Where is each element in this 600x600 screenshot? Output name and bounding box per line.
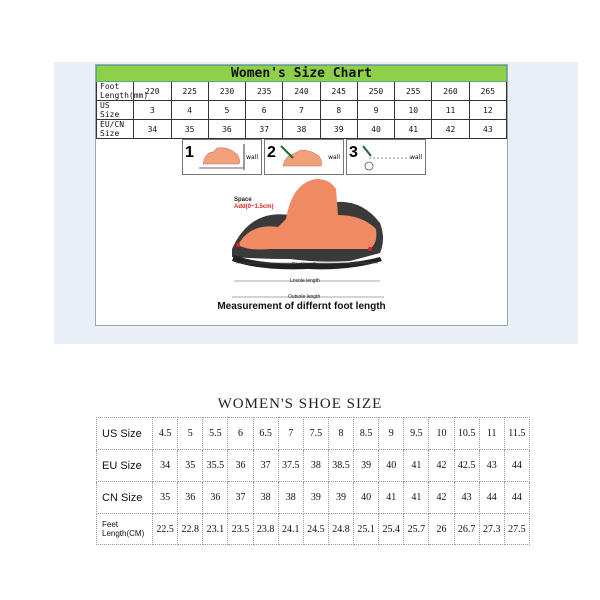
table-cell: 42 bbox=[429, 450, 454, 482]
table-cell: 43 bbox=[454, 482, 479, 514]
womens-shoe-size-title: WOMEN'S SHOE SIZE bbox=[217, 396, 383, 412]
table-cell: 43 bbox=[469, 120, 506, 139]
table-cell: 8.5 bbox=[354, 418, 379, 450]
table-cell: 39 bbox=[320, 120, 357, 139]
table-cell: 3 bbox=[134, 101, 171, 120]
wall-label: wall bbox=[328, 154, 340, 161]
foot-mark-icon bbox=[279, 142, 327, 172]
table-cell: 35 bbox=[178, 450, 203, 482]
table-cell: 41 bbox=[404, 450, 429, 482]
table-cell: 24.8 bbox=[328, 514, 353, 545]
table-cell: 37.5 bbox=[278, 450, 303, 482]
table-cell: 42 bbox=[429, 482, 454, 514]
table-cell: 11 bbox=[479, 418, 504, 450]
table-cell: 6 bbox=[228, 418, 253, 450]
table-cell: 265 bbox=[469, 82, 506, 101]
row-label: Feet Length(CM) bbox=[97, 514, 153, 545]
size-chart-table bbox=[96, 65, 507, 139]
table-cell: 41 bbox=[379, 482, 404, 514]
table-cell: 4.5 bbox=[153, 418, 178, 450]
space-value: Add(0~1.5cm) bbox=[234, 204, 274, 210]
table-cell: 9.5 bbox=[404, 418, 429, 450]
row-label: US Size bbox=[97, 101, 134, 120]
shoe-size-row bbox=[97, 418, 530, 450]
table-cell: 7.5 bbox=[303, 418, 328, 450]
table-cell: 40 bbox=[379, 450, 404, 482]
table-cell: 38 bbox=[278, 482, 303, 514]
table-cell: 36 bbox=[208, 120, 245, 139]
foot-on-paper-icon bbox=[197, 142, 245, 172]
row-label: EU/CN Size bbox=[97, 120, 134, 139]
step-3 bbox=[346, 139, 426, 175]
table-cell: 24.1 bbox=[278, 514, 303, 545]
row-label: CN Size bbox=[97, 482, 153, 514]
table-cell: 235 bbox=[246, 82, 283, 101]
size-chart-row bbox=[97, 120, 507, 139]
table-cell: 41 bbox=[404, 482, 429, 514]
measurement-steps bbox=[182, 139, 422, 175]
table-cell: 39 bbox=[328, 482, 353, 514]
table-cell: 25.1 bbox=[354, 514, 379, 545]
table-cell: 240 bbox=[283, 82, 320, 101]
table-cell: 6 bbox=[246, 101, 283, 120]
size-chart-row bbox=[97, 82, 507, 101]
table-cell: 9 bbox=[357, 101, 394, 120]
table-cell: 5 bbox=[178, 418, 203, 450]
table-cell: 245 bbox=[320, 82, 357, 101]
row-label: EU Size bbox=[97, 450, 153, 482]
table-cell: 39 bbox=[303, 482, 328, 514]
row-label: Foot Length(mm) bbox=[97, 82, 134, 101]
table-cell: 36 bbox=[203, 482, 228, 514]
outsole-length-label: Outsole length bbox=[288, 294, 321, 300]
table-cell: 38 bbox=[253, 482, 278, 514]
table-cell: 230 bbox=[208, 82, 245, 101]
table-cell: 38 bbox=[303, 450, 328, 482]
table-cell: 11 bbox=[432, 101, 469, 120]
table-cell: 8 bbox=[320, 101, 357, 120]
shoe-size-row bbox=[97, 482, 530, 514]
table-cell: 10.5 bbox=[454, 418, 479, 450]
table-cell: 23.1 bbox=[203, 514, 228, 545]
ruler-measure-icon bbox=[361, 142, 413, 172]
wall-label: wall bbox=[246, 154, 258, 161]
table-cell: 38.5 bbox=[328, 450, 353, 482]
table-cell: 23.8 bbox=[253, 514, 278, 545]
womens-size-chart bbox=[95, 64, 508, 326]
table-cell: 37 bbox=[228, 482, 253, 514]
table-cell: 9 bbox=[379, 418, 404, 450]
table-cell: 10 bbox=[429, 418, 454, 450]
table-cell: 44 bbox=[479, 482, 504, 514]
table-cell: 40 bbox=[354, 482, 379, 514]
table-cell: 25.4 bbox=[379, 514, 404, 545]
table-cell: 255 bbox=[395, 82, 432, 101]
step-1 bbox=[182, 139, 262, 175]
table-cell: 5 bbox=[208, 101, 245, 120]
table-cell: 34 bbox=[134, 120, 171, 139]
table-cell: 10 bbox=[395, 101, 432, 120]
table-cell: 11.5 bbox=[504, 418, 529, 450]
foot-length-label: Foot length bbox=[292, 262, 318, 268]
table-cell: 225 bbox=[171, 82, 208, 101]
table-cell: 260 bbox=[432, 82, 469, 101]
table-cell: 26.7 bbox=[454, 514, 479, 545]
table-cell: 22.8 bbox=[178, 514, 203, 545]
table-cell: 6.5 bbox=[253, 418, 278, 450]
table-cell: 35.5 bbox=[203, 450, 228, 482]
insole-length-label: Lnsole length bbox=[290, 278, 320, 284]
table-cell: 27.3 bbox=[479, 514, 504, 545]
table-cell: 7 bbox=[283, 101, 320, 120]
step-number: 1 bbox=[185, 144, 194, 161]
table-cell: 44 bbox=[504, 450, 529, 482]
size-chart-title: Women's Size Chart bbox=[97, 66, 507, 82]
table-cell: 24.5 bbox=[303, 514, 328, 545]
table-cell: 39 bbox=[354, 450, 379, 482]
step-2 bbox=[264, 139, 344, 175]
table-cell: 250 bbox=[357, 82, 394, 101]
table-cell: 36 bbox=[178, 482, 203, 514]
step-number: 3 bbox=[349, 144, 358, 161]
table-cell: 5.5 bbox=[203, 418, 228, 450]
table-cell: 41 bbox=[395, 120, 432, 139]
table-cell: 43 bbox=[479, 450, 504, 482]
step-number: 2 bbox=[267, 144, 276, 161]
table-cell: 44 bbox=[504, 482, 529, 514]
table-cell: 25.7 bbox=[404, 514, 429, 545]
shoe-size-row bbox=[97, 450, 530, 482]
table-cell: 40 bbox=[357, 120, 394, 139]
table-cell: 42.5 bbox=[454, 450, 479, 482]
table-cell: 35 bbox=[171, 120, 208, 139]
table-cell: 4 bbox=[171, 101, 208, 120]
row-label: US Size bbox=[97, 418, 153, 450]
table-cell: 7 bbox=[278, 418, 303, 450]
table-cell: 42 bbox=[432, 120, 469, 139]
table-cell: 12 bbox=[469, 101, 506, 120]
table-cell: 220 bbox=[134, 82, 171, 101]
measurement-caption: Measurement of differnt foot length bbox=[217, 301, 386, 312]
shoe-size-table bbox=[96, 417, 530, 545]
table-cell: 26 bbox=[429, 514, 454, 545]
table-cell: 37 bbox=[253, 450, 278, 482]
wall-label: wall bbox=[410, 154, 422, 161]
space-label: Space bbox=[234, 197, 252, 203]
table-cell: 8 bbox=[328, 418, 353, 450]
table-cell: 35 bbox=[153, 482, 178, 514]
table-cell: 34 bbox=[153, 450, 178, 482]
table-cell: 27.5 bbox=[504, 514, 529, 545]
table-cell: 23.5 bbox=[228, 514, 253, 545]
table-cell: 36 bbox=[228, 450, 253, 482]
size-chart-row bbox=[97, 101, 507, 120]
table-cell: 38 bbox=[283, 120, 320, 139]
shoe-size-row bbox=[97, 514, 530, 545]
table-cell: 22.5 bbox=[153, 514, 178, 545]
table-cell: 37 bbox=[246, 120, 283, 139]
